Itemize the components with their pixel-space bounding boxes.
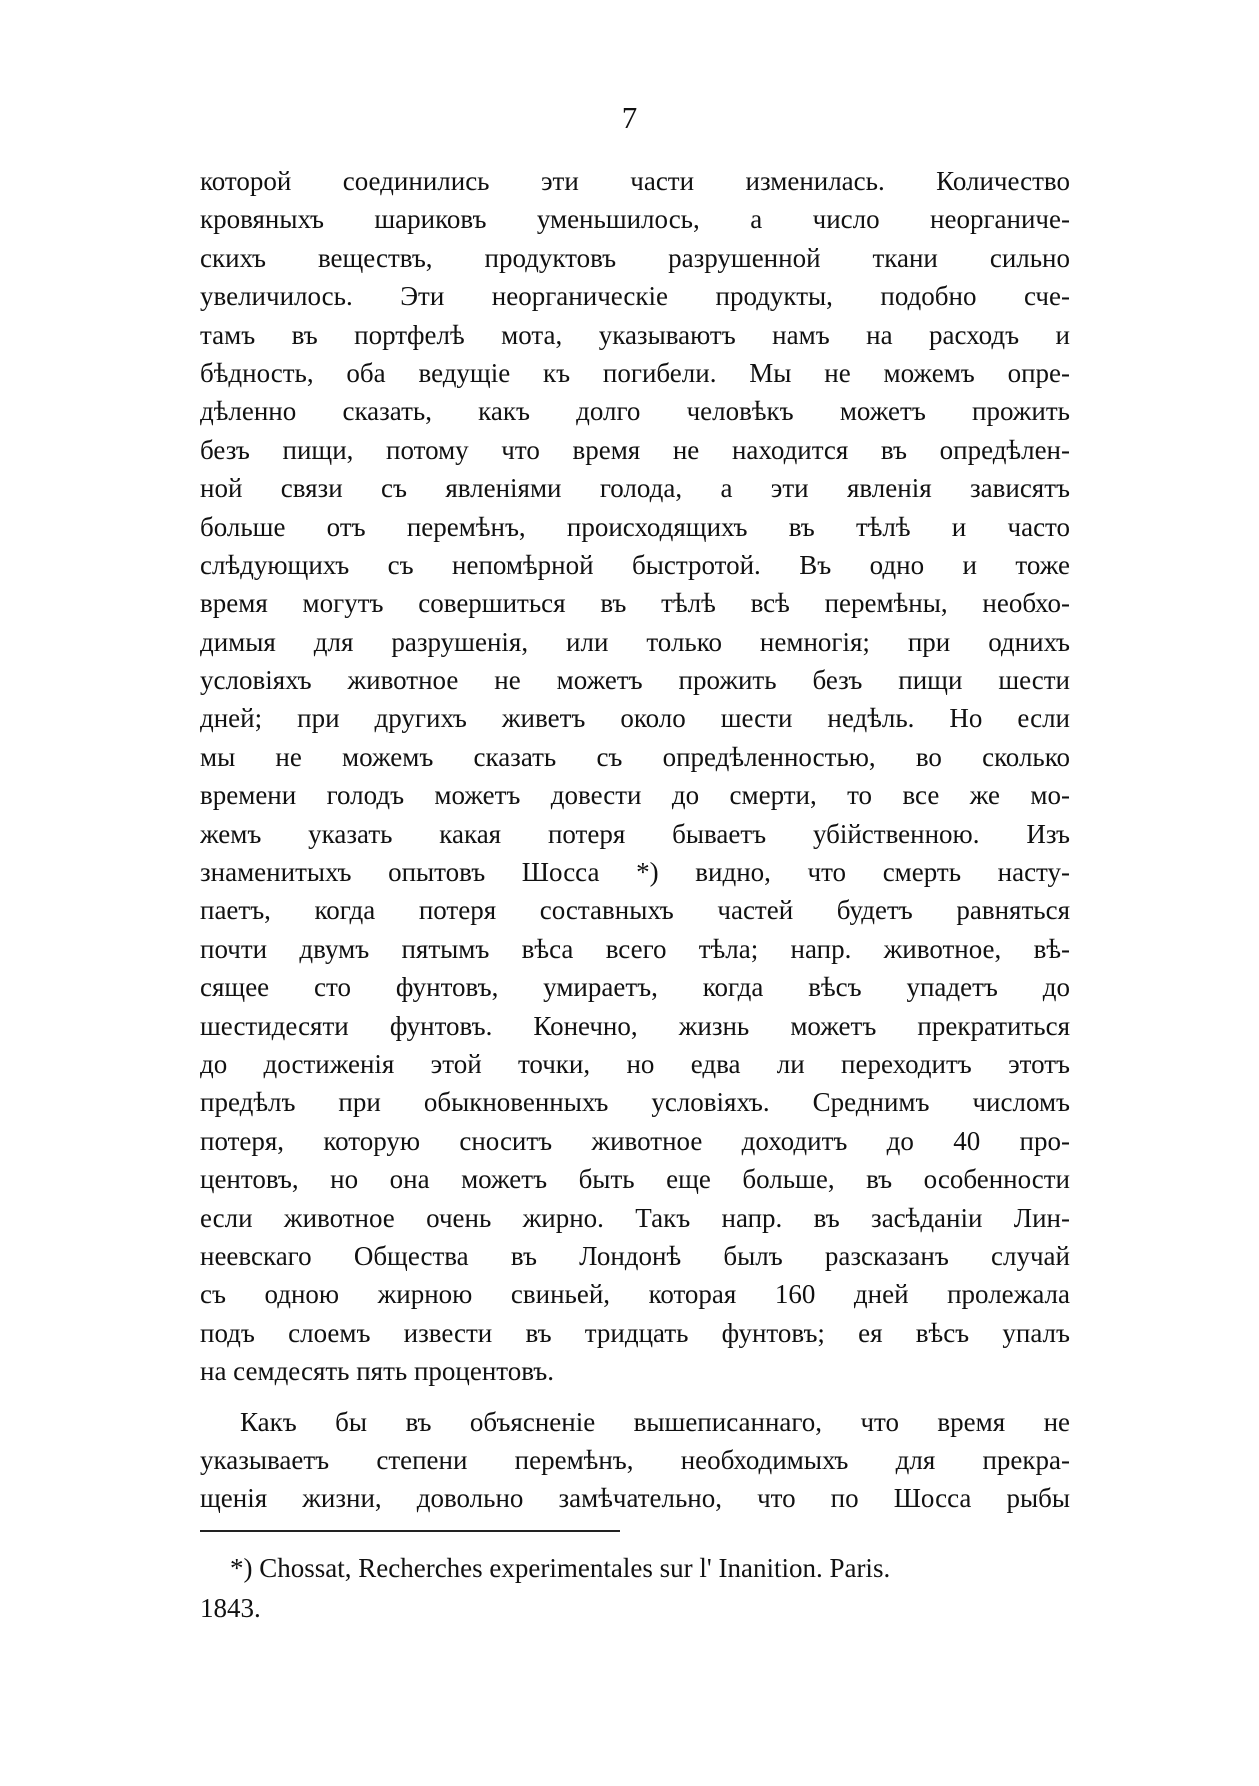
text-line: дней; при другихъ живетъ около шести недѣль. Но если [200,703,1070,734]
text-line: съ одною жирною свиньей, которая 160 дней пролежала [200,1279,1070,1310]
text-line: потеря, которую сноситъ животное доходитъ до 40 про- [200,1125,1070,1156]
text-line: сящее сто фунтовъ, умираетъ, когда вѣсъ упадетъ до [200,972,1070,1003]
text-line: центовъ, но она можетъ быть еще больше, въ особенности [200,1164,1070,1195]
text-line: больше отъ перемѣнъ, происходящихъ въ тѣлѣ и часто [200,511,1070,542]
text-line: если животное очень жирно. Такъ напр. въ засѣданіи Лин- [200,1202,1070,1233]
text-line: мы не можемъ сказать съ опредѣленностью, во сколько [200,741,1070,772]
footnote-divider [200,1530,620,1532]
text-line: время могутъ совершиться въ тѣлѣ всѣ перемѣны, необхо- [200,588,1070,619]
main-text [200,162,1070,1518]
text-line: на семдесять пять процентовъ. [200,1356,555,1387]
text-line: слѣдующихъ съ непомѣрной быстротой. Въ одно и тоже [200,549,1070,580]
text-line: жемъ указать какая потеря бываетъ убійственною. Изъ [200,818,1070,849]
paragraph-2 [200,1403,1070,1518]
text-line: шестидесяти фунтовъ. Конечно, жизнь можетъ прекратиться [200,1010,1070,1041]
text-line: условіяхъ животное не можетъ прожить безъ пищи шести [200,665,1070,696]
text-line: неевскаго Общества въ Лондонѣ былъ разсказанъ случай [200,1240,1070,1271]
text-line: щенія жизни, довольно замѣчательно, что по Шосса рыбы [200,1483,1070,1514]
text-line: ной связи съ явленіями голода, а эти явленія зависятъ [200,473,1070,504]
footnote [200,1548,1070,1628]
text-line: увеличилось. Эти неорганическіе продукты, подобно сче- [200,281,1070,312]
text-line: димыя для разрушенія, или только немногія; при однихъ [200,626,1070,657]
text-line: подъ слоемъ извести въ тридцать фунтовъ; ея вѣсъ упалъ [200,1317,1070,1348]
footnote-line: *) Chossat, Recherches experimentales sur l' Inanition. Paris. [230,1553,891,1583]
text-line: времени голодъ можетъ довести до смерти, то все же мо- [200,780,1070,811]
footnote-line: 1843. [200,1593,261,1623]
paragraph-gap [200,1391,1070,1403]
text-line: тамъ въ портфелѣ мота, указываютъ намъ на расходъ и [200,319,1070,350]
text-line: безъ пищи, потому что время не находится въ опредѣлен- [200,434,1070,465]
text-line: указываетъ степени перемѣнъ, необходимыхъ для прекра- [200,1444,1070,1475]
text-line: почти двумъ пятымъ вѣса всего тѣла; напр. животное, вѣ- [200,933,1070,964]
text-line: до достиженія этой точки, но едва ли переходитъ этотъ [200,1048,1070,1079]
text-line: предѣлъ при обыкновенныхъ условіяхъ. Среднимъ числомъ [200,1087,1070,1118]
text-line: бѣдность, оба ведущіе къ погибели. Мы не можемъ опре- [200,357,1070,388]
text-line: скихъ веществъ, продуктовъ разрушенной ткани сильно [200,242,1070,273]
text-line: кровяныхъ шариковъ уменьшилось, а число неорганиче- [200,204,1070,235]
text-line: знаменитыхъ опытовъ Шосса *) видно, что смерть насту- [200,857,1070,888]
paragraph-1 [200,162,1070,1391]
text-line: которой соединились эти части изменилась. Количество [200,166,1070,196]
text-line: дѣленно сказать, какъ долго человѣкъ можетъ прожить [200,396,1070,427]
text-line: паетъ, когда потеря составныхъ частей будетъ равняться [200,895,1070,926]
page-number: 7 [621,100,638,135]
text-line: Какъ бы въ объясненіе вышеписаннаго, что время не [240,1406,1070,1437]
